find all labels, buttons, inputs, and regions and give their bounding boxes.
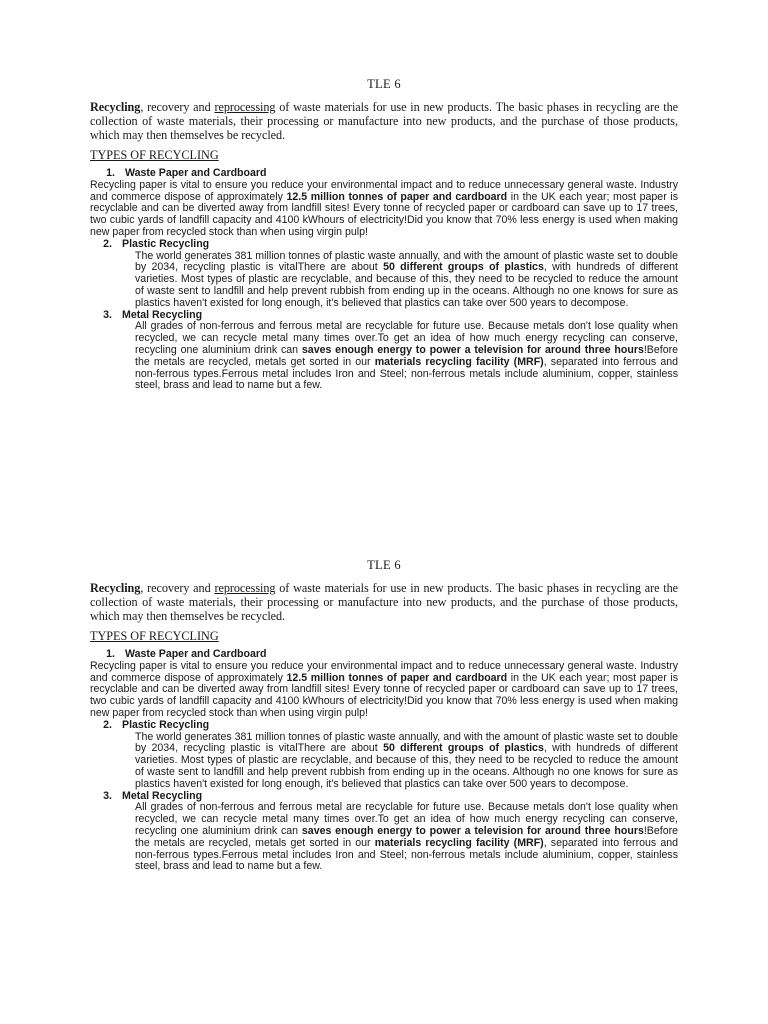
intro-underlined: reprocessing [214, 581, 276, 595]
intro-term: Recycling [90, 100, 141, 114]
item-bold-text: 50 different groups of plastics [383, 261, 544, 274]
item-bold-text: saves enough energy to power a television for around three hours [301, 824, 644, 837]
intro-text-2: of waste materials for use in new products. The basic phases in recycling are the collection of waste materials, their processing or manufacture into new products, and the purchase of those products, which may then themselves be recycled. [90, 100, 678, 142]
types-heading: TYPES OF RECYCLING [90, 629, 219, 643]
item-bold-text: materials recycling facility (MRF) [374, 836, 544, 849]
item-bold-text: materials recycling facility (MRF) [374, 355, 544, 368]
item-heading-plastic [90, 239, 678, 251]
item-text: in the UK each year; most paper is recyclable and can be diverted away from landfill sites! Every tonne of recycled paper or cardboard can save up to 17 trees, two cubic yards of landfill capacity and 4100 kWhours of electricity!Did you know that 70% less energy is used when making new paper from recycled stock than when using virgin pulp! [90, 671, 678, 719]
intro-paragraph [90, 581, 678, 623]
item-heading-metal [90, 310, 678, 322]
page-title: TLE 6 [367, 77, 401, 91]
item-text: , with hundreds of different varieties. Most types of plastic are recyclable, and because of this, they need to be recycled to reduce the amount of waste sent to landfill and help prevent rubbish from ending up in the oceans. Although no one knows for sure as plastics haven't existed for long enough, it's believed that plastics can take over 500 years to decompose. [135, 261, 678, 309]
item-text: Recycling paper is vital to ensure you reduce your environmental impact and to reduce unnecessary general waste. Industry and commerce dispose of approximately [90, 659, 678, 684]
item-body-plastic [135, 251, 678, 310]
item-title: Plastic Recycling [122, 718, 210, 731]
item-body-paper [90, 180, 678, 239]
document-section-top [90, 77, 678, 392]
item-text: All grades of non-ferrous and ferrous metal are recyclable for future use. Because metals don't lose quality when recycled, we can recycle metal many times over.To get an idea of how much energy recycling can conserve, recycling one aluminium drink can [135, 801, 678, 837]
item-title: Metal Recycling [122, 308, 203, 321]
intro-text-1: , recovery and [140, 100, 215, 114]
intro-underlined: reprocessing [214, 100, 276, 114]
intro-paragraph [90, 100, 678, 142]
item-bold-text: 12.5 million tonnes of paper and cardboard [286, 671, 508, 684]
item-number: 2. [103, 237, 112, 250]
item-heading-paper [90, 649, 678, 661]
item-title: Waste Paper and Cardboard [125, 167, 267, 179]
item-title: Waste Paper and Cardboard [125, 648, 267, 660]
item-bold-text: saves enough energy to power a television for around three hours [301, 343, 644, 356]
item-body-metal [135, 802, 678, 873]
item-text: in the UK each year; most paper is recyclable and can be diverted away from landfill sites! Every tonne of recycled paper or cardboard can save up to 17 trees, two cubic yards of landfill capacity and 4100 kWhours of electricity!Did you know that 70% less energy is used when making new paper from recycled stock than when using virgin pulp! [90, 190, 678, 238]
item-text: , separated into ferrous and non-ferrous types.Ferrous metal includes Iron and Steel; non-ferrous metals include aluminium, copper, stainless steel, brass and lead to name but a few. [135, 355, 678, 392]
item-title: Metal Recycling [122, 789, 203, 802]
document-section-bottom [90, 558, 678, 873]
item-heading-metal [90, 791, 678, 803]
intro-text-1: , recovery and [140, 581, 215, 595]
item-heading-plastic [90, 720, 678, 732]
item-title: Plastic Recycling [122, 237, 210, 250]
intro-term: Recycling [90, 581, 141, 595]
item-bold-text: 12.5 million tonnes of paper and cardboard [286, 190, 508, 203]
item-text: The world generates 381 million tonnes of plastic waste annually, and with the amount of plastic waste set to double by 2034, recycling plastic is vitalThere are about [135, 730, 678, 755]
item-number: 2. [103, 718, 112, 731]
item-text: !Before the metals are recycled, metals get sorted in our [135, 824, 679, 849]
item-text: , separated into ferrous and non-ferrous types.Ferrous metal includes Iron and Steel; non-ferrous metals include aluminium, copper, stainless steel, brass and lead to name but a few. [135, 836, 678, 873]
item-text: All grades of non-ferrous and ferrous metal are recyclable for future use. Because metals don't lose quality when recycled, we can recycle metal many times over.To get an idea of how much energy recycling can conserve, recycling one aluminium drink can [135, 320, 678, 356]
item-body-plastic [135, 732, 678, 791]
item-number: 1. [106, 648, 115, 660]
intro-text-2: of waste materials for use in new products. The basic phases in recycling are the collection of waste materials, their processing or manufacture into new products, and the purchase of those products, which may then themselves be recycled. [90, 581, 678, 623]
types-heading: TYPES OF RECYCLING [90, 148, 219, 162]
page-title: TLE 6 [367, 558, 401, 572]
item-number: 3. [103, 789, 112, 802]
item-number: 1. [106, 167, 115, 179]
item-text: , with hundreds of different varieties. Most types of plastic are recyclable, and because of this, they need to be recycled to reduce the amount of waste sent to landfill and help prevent rubbish from ending up in the oceans. Although no one knows for sure as plastics haven't existed for long enough, it's believed that plastics can take over 500 years to decompose. [135, 742, 678, 790]
item-text: !Before the metals are recycled, metals get sorted in our [135, 343, 679, 368]
item-body-metal [135, 321, 678, 392]
item-bold-text: 50 different groups of plastics [383, 742, 544, 755]
item-body-paper [90, 661, 678, 720]
item-heading-paper [90, 168, 678, 180]
item-text: The world generates 381 million tonnes of plastic waste annually, and with the amount of plastic waste set to double by 2034, recycling plastic is vitalThere are about [135, 249, 678, 274]
item-text: Recycling paper is vital to ensure you reduce your environmental impact and to reduce unnecessary general waste. Industry and commerce dispose of approximately [90, 178, 678, 203]
item-number: 3. [103, 308, 112, 321]
